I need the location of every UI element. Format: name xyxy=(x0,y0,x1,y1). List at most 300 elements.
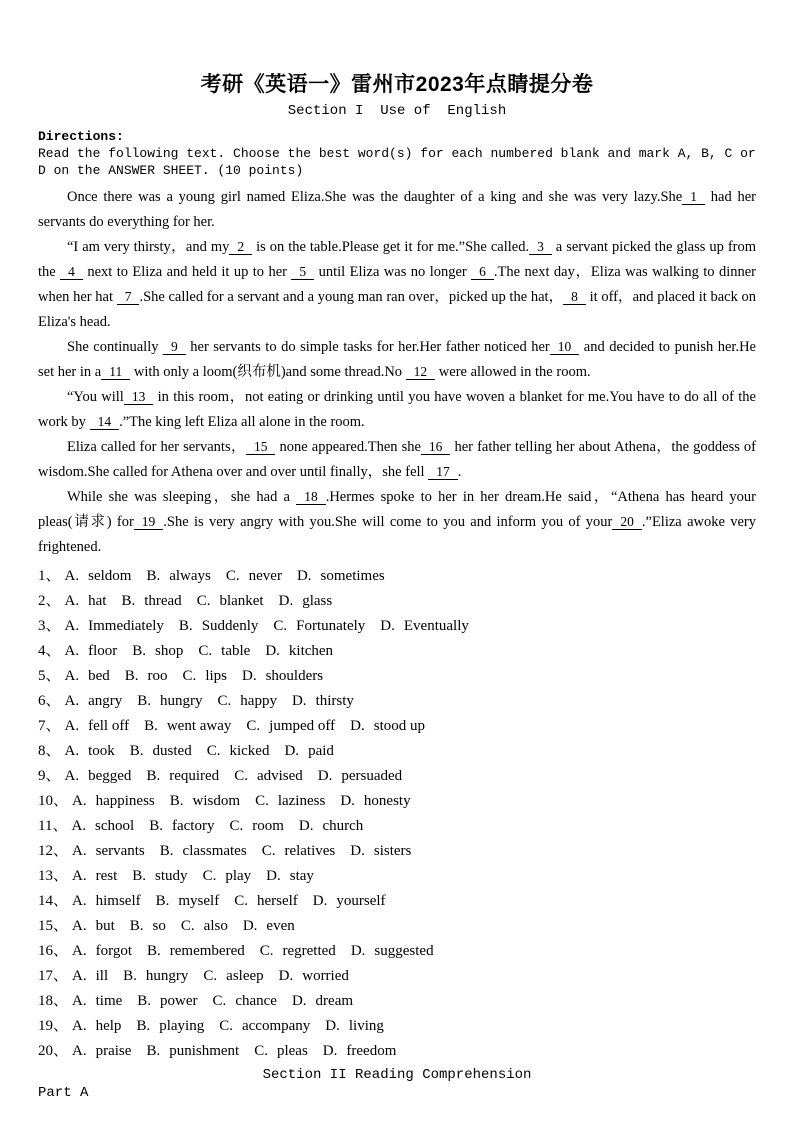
question-8-option-B xyxy=(130,743,192,759)
directions-label: Directions: xyxy=(38,129,124,144)
option-text: himself xyxy=(95,893,141,909)
question-19 xyxy=(38,1014,756,1039)
question-11-option-B xyxy=(149,818,214,834)
option-text: power xyxy=(160,993,198,1009)
option-text: sometimes xyxy=(320,568,385,584)
passage-paragraph: Once there was a young girl named Eliza.She was the daughter of a king and she was very lazy.She 1 had her servants do everything for her. xyxy=(38,189,757,230)
question-2-option-D xyxy=(279,593,333,609)
question-1 xyxy=(38,564,756,589)
question-20 xyxy=(38,1039,756,1064)
cloze-passage xyxy=(38,185,756,560)
option-text: playing xyxy=(159,1018,205,1034)
question-17-option-A xyxy=(72,968,108,984)
question-4-option-A xyxy=(65,643,118,659)
passage-paragraph: “You will 13 in this room，not eating or drinking until you have woven a blanket for me.You have to do all of the work by 14 .”The king left Eliza all alone in the room. xyxy=(38,389,756,430)
option-letter: C. xyxy=(219,1018,233,1034)
cloze-blank-8: 8 xyxy=(563,289,586,305)
option-letter: B. xyxy=(149,818,163,834)
option-letter: A. xyxy=(72,843,87,859)
option-text: always xyxy=(169,568,211,584)
question-6 xyxy=(38,689,756,714)
question-16-option-D xyxy=(351,943,434,959)
question-13-option-B xyxy=(132,868,187,884)
option-letter: D. xyxy=(325,1018,340,1034)
question-3-option-B xyxy=(179,618,258,634)
question-13-option-A xyxy=(72,868,117,884)
question-20-option-A xyxy=(72,1043,131,1059)
option-letter: D. xyxy=(312,893,328,909)
question-18-option-B xyxy=(137,993,197,1009)
question-number: 7、 xyxy=(38,718,61,734)
option-letter: C. xyxy=(206,743,221,759)
option-text: honesty xyxy=(363,793,411,809)
cloze-blank-4: 4 xyxy=(60,264,83,280)
option-text: hungry xyxy=(160,693,203,709)
option-letter: D. xyxy=(284,743,300,759)
cloze-blank-12: 12 xyxy=(406,364,436,380)
option-text: Fortunately xyxy=(296,618,366,634)
question-14 xyxy=(38,889,756,914)
option-letter: C. xyxy=(212,993,227,1009)
question-9 xyxy=(38,764,756,789)
option-text: kicked xyxy=(229,743,270,759)
question-number: 12、 xyxy=(38,843,69,859)
question-19-option-B xyxy=(136,1018,204,1034)
option-letter: D. xyxy=(317,768,333,784)
question-14-option-A xyxy=(72,893,141,909)
cloze-blank-11: 11 xyxy=(101,364,130,380)
cloze-blank-7: 7 xyxy=(117,289,140,305)
option-text: also xyxy=(203,918,228,934)
question-list xyxy=(38,564,756,1064)
directions-block xyxy=(38,128,756,179)
option-letter: A. xyxy=(64,568,80,584)
question-10-option-B xyxy=(170,793,240,809)
option-letter: B. xyxy=(132,868,147,884)
option-letter: A. xyxy=(72,1018,87,1034)
option-letter: D. xyxy=(296,568,312,584)
option-text: Eventually xyxy=(403,618,469,634)
option-text: factory xyxy=(171,818,215,834)
option-letter: B. xyxy=(123,968,137,984)
question-9-option-D xyxy=(318,768,402,784)
question-16 xyxy=(38,939,756,964)
option-letter: B. xyxy=(146,1043,161,1059)
option-letter: B. xyxy=(146,768,161,784)
option-text: yourself xyxy=(336,893,386,909)
option-letter: A. xyxy=(64,718,80,734)
option-text: so xyxy=(152,918,166,934)
option-text: roo xyxy=(147,668,168,684)
option-letter: D. xyxy=(278,968,294,984)
question-number: 10、 xyxy=(38,793,69,809)
option-letter: C. xyxy=(234,893,248,909)
question-12-option-C xyxy=(262,843,336,859)
option-text: happy xyxy=(240,693,277,709)
question-6-option-A xyxy=(65,693,123,709)
option-letter: C. xyxy=(259,943,274,959)
question-4-option-C xyxy=(198,643,250,659)
cloze-blank-16: 16 xyxy=(421,439,451,455)
option-text: suggested xyxy=(374,943,434,959)
question-9-option-C xyxy=(234,768,303,784)
question-18 xyxy=(38,989,756,1014)
option-letter: A. xyxy=(64,768,80,784)
option-letter: B. xyxy=(159,843,174,859)
question-number: 11、 xyxy=(38,818,68,834)
option-text: thirsty xyxy=(315,693,354,709)
question-13-option-D xyxy=(266,868,314,884)
option-text: sisters xyxy=(373,843,412,859)
option-text: never xyxy=(248,568,282,584)
option-text: play xyxy=(225,868,252,884)
option-letter: C. xyxy=(180,918,195,934)
option-text: wisdom xyxy=(192,793,241,809)
question-10-option-D xyxy=(340,793,410,809)
question-2-option-A xyxy=(65,593,107,609)
question-20-option-C xyxy=(254,1043,308,1059)
passage-paragraph: While she was sleeping，she had a 18 .Hermes spoke to her in her dream.He said，“Athena has heard your pleas(请求) for 19 .She is very angry with you.She will come to you and inform you of your 20 .”Eliza awoke very frightened. xyxy=(38,489,756,555)
option-letter: C. xyxy=(196,593,211,609)
option-letter: D. xyxy=(291,693,307,709)
question-17-option-D xyxy=(279,968,349,984)
option-text: room xyxy=(252,818,284,834)
question-18-option-C xyxy=(213,993,277,1009)
question-3 xyxy=(38,614,756,639)
question-4-option-D xyxy=(265,643,333,659)
question-10-option-C xyxy=(255,793,325,809)
question-number: 8、 xyxy=(38,743,61,759)
option-text: time xyxy=(95,993,123,1009)
option-text: begged xyxy=(88,768,132,784)
option-letter: A. xyxy=(72,993,87,1009)
question-1-option-D xyxy=(297,568,385,584)
option-text: shop xyxy=(155,643,184,659)
option-text: remembered xyxy=(169,943,245,959)
option-text: table xyxy=(221,643,251,659)
question-number: 3、 xyxy=(38,618,61,634)
question-14-option-C xyxy=(234,893,298,909)
option-letter: A. xyxy=(64,593,80,609)
option-letter: A. xyxy=(64,743,80,759)
option-text: happiness xyxy=(95,793,155,809)
question-5-option-A xyxy=(65,668,110,684)
option-text: persuaded xyxy=(341,768,403,784)
option-letter: B. xyxy=(132,643,147,659)
question-3-option-D xyxy=(380,618,469,634)
cloze-blank-1: 1 xyxy=(682,189,705,205)
option-text: help xyxy=(95,1018,122,1034)
cloze-blank-5: 5 xyxy=(291,264,314,280)
option-letter: C. xyxy=(261,843,276,859)
option-letter: B. xyxy=(137,993,152,1009)
option-text: bed xyxy=(88,668,110,684)
passage-paragraph: She continually 9 her servants to do simple tasks for her.Her father noticed her 10 and decided to punish her.He set her in a 11 with only a loom(织布机)and some thread.No 12 were allowed in the room. xyxy=(38,339,756,380)
passage-paragraph: “I am very thirsty，and my 2 is on the table.Please get it for me.”She called. 3 a servant picked the glass up from the 4 next to Eliza and held it up to her 5 until Eliza was no longer 6 .The next day，Eliza was walking to dinner when her hat 7 .She called for a servant and a young man ran over，picked up the hat， 8 it off，and placed it back on Eliza's head. xyxy=(38,239,757,330)
option-text: required xyxy=(169,768,220,784)
option-letter: B. xyxy=(129,743,144,759)
cloze-blank-18: 18 xyxy=(296,489,326,505)
option-text: Suddenly xyxy=(201,618,259,634)
question-number: 16、 xyxy=(38,943,69,959)
option-text: floor xyxy=(88,643,118,659)
question-13-option-C xyxy=(203,868,252,884)
cloze-blank-10: 10 xyxy=(550,339,580,355)
option-letter: A. xyxy=(71,818,87,834)
option-text: asleep xyxy=(226,968,264,984)
question-number: 15、 xyxy=(38,918,69,934)
question-number: 14、 xyxy=(38,893,69,909)
question-12-option-D xyxy=(350,843,411,859)
cloze-blank-17: 17 xyxy=(428,464,458,480)
option-letter: A. xyxy=(64,693,80,709)
option-letter: A. xyxy=(72,918,87,934)
question-11-option-D xyxy=(299,818,363,834)
question-2-option-B xyxy=(121,593,181,609)
question-number: 17、 xyxy=(38,968,69,984)
question-5-option-B xyxy=(125,668,168,684)
question-11 xyxy=(38,814,756,839)
section2-heading: Section II Reading Comprehension xyxy=(262,1067,532,1083)
option-letter: A. xyxy=(64,668,80,684)
option-letter: A. xyxy=(72,868,87,884)
option-letter: D. xyxy=(278,593,294,609)
question-5-option-D xyxy=(242,668,323,684)
option-text: but xyxy=(95,918,115,934)
question-number: 1、 xyxy=(38,568,61,584)
question-7-option-A xyxy=(65,718,130,734)
question-9-option-A xyxy=(65,768,132,784)
question-12-option-B xyxy=(160,843,247,859)
option-letter: D. xyxy=(350,843,365,859)
option-text: went away xyxy=(166,718,232,734)
question-7 xyxy=(38,714,756,739)
option-text: paid xyxy=(308,743,334,759)
passage-paragraph: Eliza called for her servants， 15 none appeared.Then she 16 her father telling her about Athena，the goddess of wisdom.She called for Athena over and over until finally，she fell 17 . xyxy=(38,439,756,480)
option-letter: A. xyxy=(72,943,87,959)
question-17-option-B xyxy=(123,968,188,984)
question-number: 6、 xyxy=(38,693,61,709)
cloze-blank-20: 20 xyxy=(612,514,642,530)
option-letter: B. xyxy=(146,568,161,584)
option-letter: C. xyxy=(229,818,244,834)
question-19-option-C xyxy=(219,1018,310,1034)
question-17-option-C xyxy=(203,968,263,984)
option-text: worried xyxy=(302,968,349,984)
option-letter: B. xyxy=(124,668,139,684)
option-letter: D. xyxy=(242,918,258,934)
option-letter: C. xyxy=(254,1043,268,1059)
option-text: ill xyxy=(95,968,109,984)
question-15-option-A xyxy=(72,918,115,934)
question-8-option-D xyxy=(284,743,333,759)
option-text: herself xyxy=(256,893,298,909)
cloze-blank-2: 2 xyxy=(229,239,252,255)
option-text: thread xyxy=(144,593,182,609)
question-number: 5、 xyxy=(38,668,61,684)
section1-heading: Section I Use of English xyxy=(287,103,507,119)
question-10-option-A xyxy=(72,793,155,809)
question-4-option-B xyxy=(132,643,183,659)
question-11-option-C xyxy=(229,818,283,834)
question-8-option-A xyxy=(65,743,115,759)
option-letter: B. xyxy=(129,918,144,934)
option-letter: A. xyxy=(72,968,87,984)
option-letter: D. xyxy=(340,793,355,809)
option-letter: C. xyxy=(198,643,213,659)
question-15-option-B xyxy=(130,918,166,934)
option-text: myself xyxy=(178,893,220,909)
question-1-option-A xyxy=(65,568,132,584)
question-3-option-C xyxy=(273,618,365,634)
option-text: laziness xyxy=(277,793,326,809)
question-7-option-C xyxy=(246,718,335,734)
option-text: kitchen xyxy=(288,643,334,659)
question-11-option-A xyxy=(71,818,134,834)
option-text: hungry xyxy=(145,968,189,984)
option-text: advised xyxy=(256,768,303,784)
question-number: 20、 xyxy=(38,1043,69,1059)
question-18-option-D xyxy=(292,993,353,1009)
option-letter: C. xyxy=(202,868,217,884)
option-letter: D. xyxy=(350,943,366,959)
option-text: glass xyxy=(302,593,333,609)
page-title: 考研《英语一》雷州市2023年点睛提分卷 xyxy=(200,73,594,96)
option-text: relatives xyxy=(284,843,336,859)
option-text: regretted xyxy=(282,943,336,959)
question-number: 9、 xyxy=(38,768,61,784)
question-8-option-C xyxy=(207,743,270,759)
option-text: forgot xyxy=(95,943,132,959)
option-text: accompany xyxy=(241,1018,311,1034)
question-number: 4、 xyxy=(38,643,61,659)
option-text: classmates xyxy=(182,843,247,859)
option-letter: D. xyxy=(298,818,314,834)
option-letter: A. xyxy=(64,643,80,659)
question-1-option-B xyxy=(146,568,210,584)
cloze-blank-3: 3 xyxy=(529,239,552,255)
question-number: 13、 xyxy=(38,868,69,884)
option-text: church xyxy=(322,818,364,834)
cloze-blank-15: 15 xyxy=(246,439,276,455)
question-12-option-A xyxy=(72,843,145,859)
option-letter: C. xyxy=(203,968,218,984)
part-a-label: Part A xyxy=(38,1085,89,1101)
option-letter: A. xyxy=(72,793,87,809)
option-letter: D. xyxy=(265,643,280,659)
question-number: 19、 xyxy=(38,1018,69,1034)
question-3-option-A xyxy=(65,618,164,634)
option-letter: D. xyxy=(242,668,257,684)
option-letter: B. xyxy=(169,793,184,809)
option-text: hat xyxy=(88,593,107,609)
question-15-option-D xyxy=(243,918,295,934)
option-text: chance xyxy=(235,993,277,1009)
cloze-blank-6: 6 xyxy=(471,264,494,280)
option-text: school xyxy=(95,818,135,834)
option-text: blanket xyxy=(219,593,264,609)
question-20-option-B xyxy=(146,1043,239,1059)
option-letter: B. xyxy=(178,618,193,634)
question-12 xyxy=(38,839,756,864)
cloze-blank-19: 19 xyxy=(134,514,164,530)
option-text: praise xyxy=(95,1043,132,1059)
option-letter: C. xyxy=(273,618,288,634)
option-letter: D. xyxy=(380,618,395,634)
question-2-option-C xyxy=(197,593,264,609)
option-text: Immediately xyxy=(88,618,164,634)
option-letter: A. xyxy=(72,1043,87,1059)
question-16-option-A xyxy=(72,943,132,959)
directions-text: Read the following text. Choose the best word(s) for each numbered blank and mark A, B, C or D on the ANSWER SHEET. (10 points) xyxy=(38,146,756,178)
question-4 xyxy=(38,639,756,664)
option-letter: B. xyxy=(137,693,152,709)
option-text: took xyxy=(88,743,115,759)
question-15-option-C xyxy=(181,918,228,934)
cloze-blank-13: 13 xyxy=(124,389,154,405)
option-letter: D. xyxy=(322,1043,338,1059)
option-text: study xyxy=(155,868,188,884)
question-16-option-B xyxy=(147,943,245,959)
question-1-option-C xyxy=(226,568,282,584)
option-letter: B. xyxy=(155,893,170,909)
question-number: 18、 xyxy=(38,993,69,1009)
option-text: dream xyxy=(315,993,354,1009)
option-letter: B. xyxy=(147,943,161,959)
option-letter: D. xyxy=(350,718,365,734)
question-18-option-A xyxy=(72,993,122,1009)
question-9-option-B xyxy=(146,768,219,784)
question-7-option-D xyxy=(350,718,425,734)
question-7-option-B xyxy=(144,718,231,734)
option-text: even xyxy=(266,918,295,934)
question-6-option-B xyxy=(137,693,202,709)
option-text: stay xyxy=(289,868,314,884)
question-17 xyxy=(38,964,756,989)
question-19-option-A xyxy=(72,1018,121,1034)
question-20-option-D xyxy=(323,1043,397,1059)
option-text: seldom xyxy=(88,568,132,584)
question-13 xyxy=(38,864,756,889)
option-letter: C. xyxy=(182,668,197,684)
option-letter: B. xyxy=(121,593,136,609)
cloze-blank-14: 14 xyxy=(90,414,120,430)
question-5-option-C xyxy=(183,668,227,684)
option-letter: D. xyxy=(291,993,307,1009)
option-text: angry xyxy=(88,693,123,709)
option-letter: C. xyxy=(255,793,269,809)
cloze-blank-9: 9 xyxy=(163,339,186,355)
question-14-option-D xyxy=(313,893,386,909)
option-letter: B. xyxy=(144,718,158,734)
question-2 xyxy=(38,589,756,614)
option-text: fell off xyxy=(88,718,130,734)
question-6-option-C xyxy=(218,693,277,709)
question-5 xyxy=(38,664,756,689)
question-6-option-D xyxy=(292,693,354,709)
option-text: dusted xyxy=(152,743,192,759)
option-text: punishment xyxy=(169,1043,240,1059)
question-number: 2、 xyxy=(38,593,61,609)
option-text: lips xyxy=(205,668,227,684)
option-letter: D. xyxy=(266,868,281,884)
option-letter: C. xyxy=(246,718,261,734)
option-text: freedom xyxy=(346,1043,397,1059)
option-text: rest xyxy=(95,868,118,884)
option-text: shoulders xyxy=(265,668,324,684)
option-letter: B. xyxy=(136,1018,151,1034)
question-14-option-B xyxy=(156,893,220,909)
